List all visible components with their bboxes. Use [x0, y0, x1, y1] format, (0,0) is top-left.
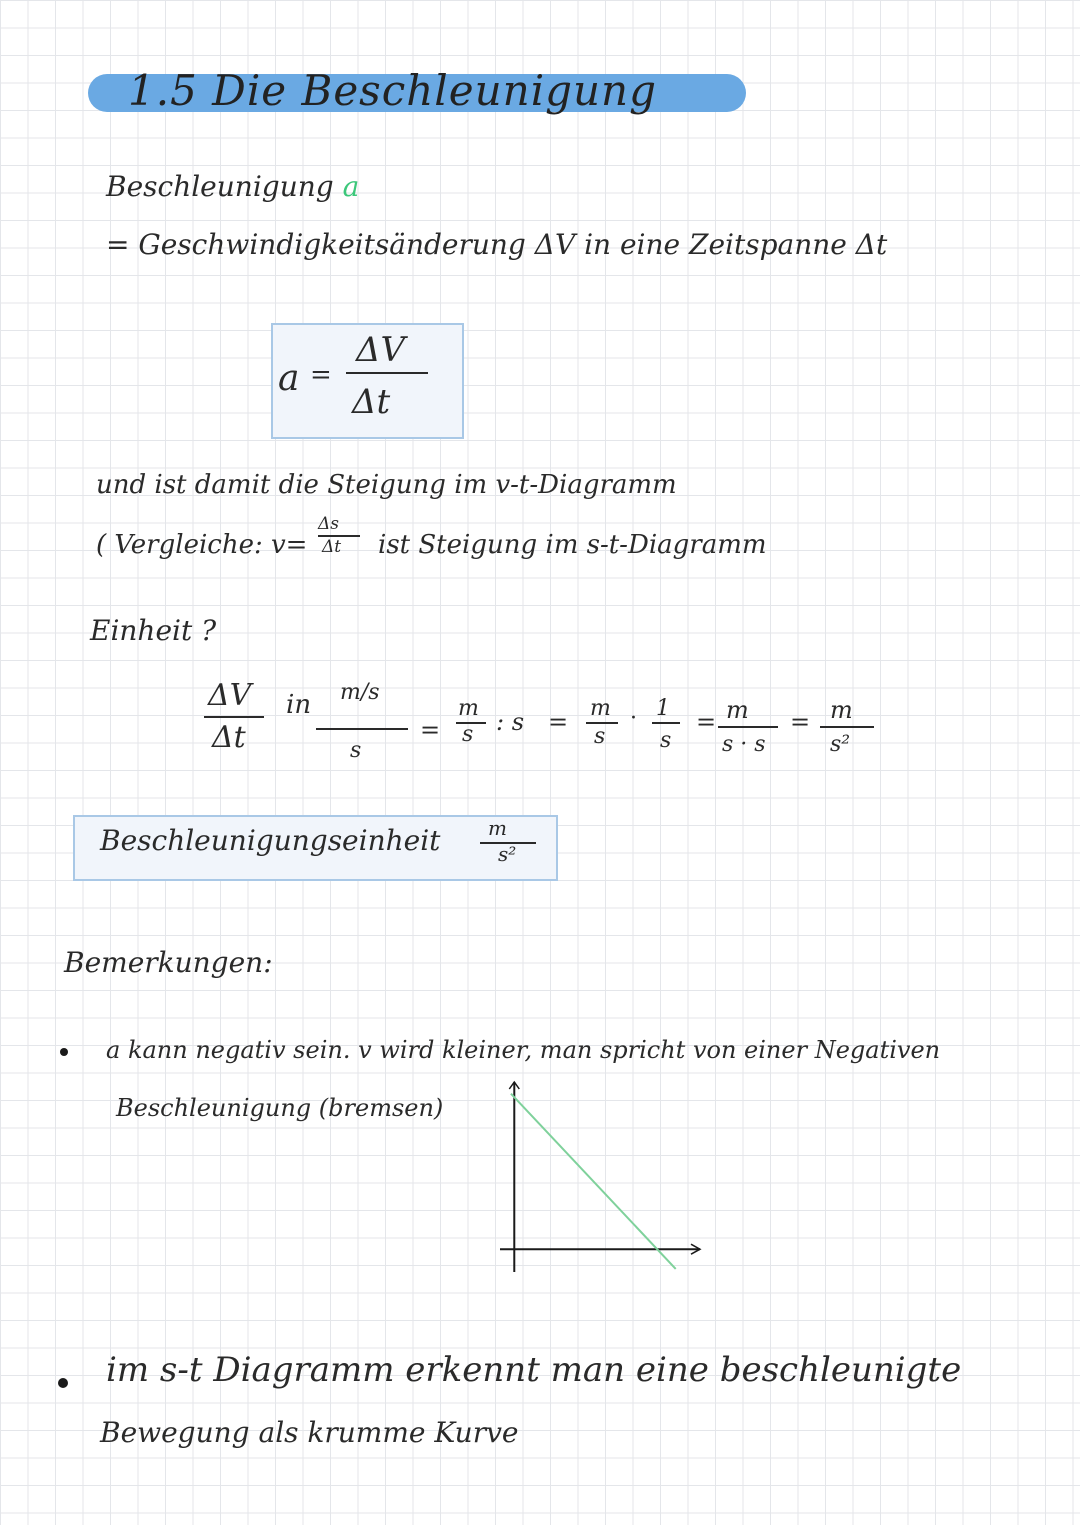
unit-term5-bar: [718, 726, 778, 728]
remark-2-line-2: Bewegung als krumme Kurve: [100, 1416, 519, 1449]
unit-question-label: Einheit ?: [90, 614, 217, 647]
slope-note-line: und ist damit die Steigung im v-t-Diagramm: [96, 470, 677, 500]
unit-term6-bar: [820, 726, 874, 728]
vt-graph: [490, 1072, 710, 1282]
unit-term3-denominator: s: [594, 724, 606, 749]
unit-equals-2: =: [548, 708, 569, 736]
unit-term6-denominator: s²: [830, 732, 851, 757]
unit-term1-bar: [316, 728, 408, 730]
formula-equals: =: [310, 360, 332, 390]
bullet-2: [58, 1378, 68, 1388]
graph-series-line-0: [511, 1094, 676, 1269]
definition-line: [106, 170, 359, 203]
formula-lhs: a: [278, 358, 300, 399]
unit-term6-numerator: m: [830, 696, 853, 724]
unit-term2-rest: : s: [496, 708, 525, 736]
unit-term2-denominator: s: [462, 722, 474, 747]
unit-lhs-bar: [204, 716, 264, 718]
unit-term4-bar: [652, 722, 680, 724]
unit-dot: ·: [630, 706, 637, 731]
formula-denominator: Δt: [352, 382, 391, 422]
unit-term3-numerator: m: [590, 696, 611, 721]
compare-numerator: Δs: [318, 514, 340, 534]
definition-explanation: = Geschwindigkeitsänderung ΔV in eine Zeitspanne Δt: [106, 228, 888, 261]
unit-term1-numerator: m/s: [340, 680, 380, 705]
definition-symbol: a: [342, 170, 360, 203]
unit-box-label: Beschleunigungseinheit: [100, 824, 441, 857]
formula-fraction-bar: [346, 372, 428, 374]
unit-equals-4: =: [790, 708, 811, 736]
formula-numerator: ΔV: [356, 330, 406, 370]
bullet-1: [60, 1048, 68, 1056]
unit-lhs-numerator: ΔV: [208, 678, 252, 713]
definition-term: Beschleunigung: [106, 170, 334, 203]
remark-1-line-1: a kann negativ sein. v wird kleiner, man spricht von einer Negativen: [106, 1036, 941, 1064]
unit-lhs-denominator: Δt: [212, 720, 246, 755]
unit-equals-3: =: [696, 708, 717, 736]
unit-term2-numerator: m: [458, 696, 479, 721]
remark-1-line-2: Beschleunigung (bremsen): [116, 1094, 444, 1122]
unit-term1-denominator: s: [350, 738, 362, 763]
unit-term4-numerator: 1: [656, 696, 670, 721]
compare-denominator: Δt: [322, 537, 342, 557]
page-title: 1.5 Die Beschleunigung: [128, 66, 657, 115]
unit-equals-1: =: [420, 716, 441, 744]
remarks-heading: Bemerkungen:: [64, 946, 273, 979]
unit-term5-numerator: m: [726, 696, 749, 724]
remark-2-line-1: im s-t Diagramm erkennt man eine beschleunigte: [106, 1350, 962, 1390]
compare-prefix: ( Vergleiche: v=: [96, 530, 308, 560]
unit-term5-denominator: s · s: [722, 732, 766, 757]
compare-suffix: ist Steigung im s-t-Diagramm: [378, 530, 767, 560]
unit-term4-denominator: s: [660, 728, 672, 753]
unit-box-denominator: s²: [498, 842, 517, 866]
unit-box-numerator: m: [488, 816, 507, 840]
unit-in-word: in: [286, 690, 312, 720]
